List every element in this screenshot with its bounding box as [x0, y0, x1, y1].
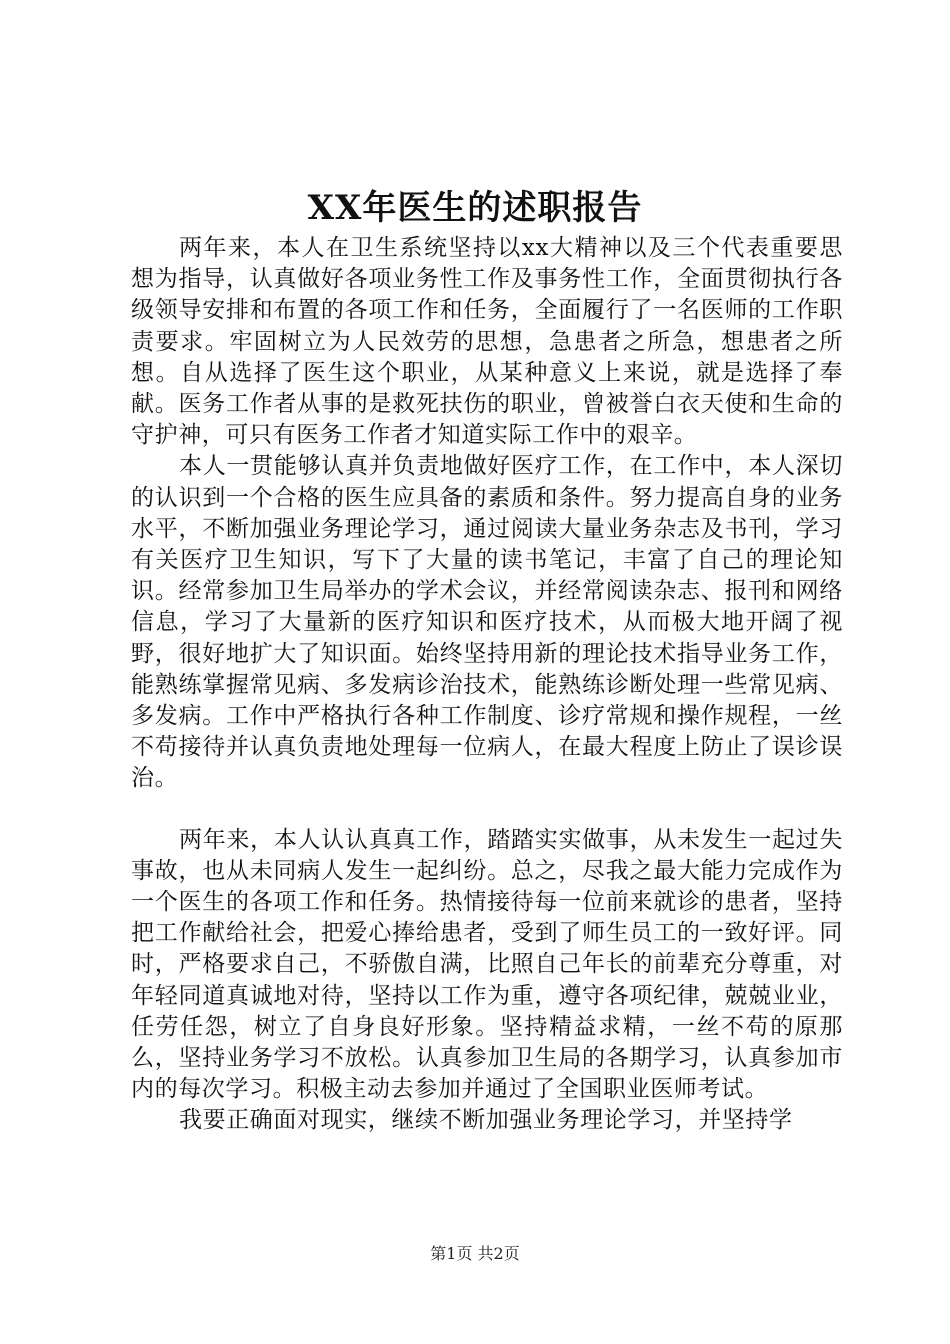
paragraph-4: 我要正确面对现实，继续不断加强业务理论学习，并坚持学	[179, 1107, 793, 1134]
paragraph-1: 两年来，本人在卫生系统坚持以xx大精神以及三个代表重要思想为指导，认真做好各项业务性工作及事务性工作，全面贯彻执行各级领导安排和布置的各项工作和任务，全面履行了一名医师的工作职责要求。牢固树立为人民效劳的思想，急患者之所急，想患者之所想。自从选择了医生这个职业，从某种意义上来说，就是选择了奉献。医务工作者从事的是救死扶伤的职业，曾被誉白衣天使和生命的守护神，可只有医务工作者才知道实际工作中的艰辛。	[131, 235, 843, 449]
paragraph-2: 本人一贯能够认真并负责地做好医疗工作，在工作中，本人深切的认识到一个合格的医生应具备的素质和条件。努力提高自身的业务水平，不断加强业务理论学习，通过阅读大量业务杂志及书刊，学习有关医疗卫生知识，写下了大量的读书笔记，丰富了自己的理论知识。经常参加卫生局举办的学术会议，并经常阅读杂志、报刊和网络信息，学习了大量新的医疗知识和医疗技术，从而极大地开阔了视野，很好地扩大了知识面。始终坚持用新的理论技术指导业务工作，能熟练掌握常见病、多发病诊治技术，能熟练诊断处理一些常见病、多发病。工作中严格执行各种工作制度、诊疗常规和操作规程，一丝不苟接待并认真负责地处理每一位病人，在最大程度上防止了误诊误治。	[131, 453, 843, 792]
document-title: XX年医生的述职报告	[307, 188, 643, 228]
paragraph-3: 两年来，本人认认真真工作，踏踏实实做事，从未发生一起过失事故，也从未同病人发生一起纠纷。总之，尽我之最大能力完成作为一个医生的各项工作和任务。热情接待每一位前来就诊的患者，坚持把工作献给社会，把爱心捧给患者，受到了师生员工的一致好评。同时，严格要求自己，不骄傲自满，比照自己年长的前辈充分尊重，对年轻同道真诚地对待，坚持以工作为重，遵守各项纪律，兢兢业业，任劳任怨，树立了自身良好形象。坚持精益求精，一丝不苟的原那么，坚持业务学习不放松。认真参加卫生局的各期学习，认真参加市内的每次学习。积极主动去参加并通过了全国职业医师考试。	[131, 826, 843, 1103]
document-body	[131, 233, 843, 1137]
page-footer: 第1页 共2页	[430, 1244, 520, 1263]
